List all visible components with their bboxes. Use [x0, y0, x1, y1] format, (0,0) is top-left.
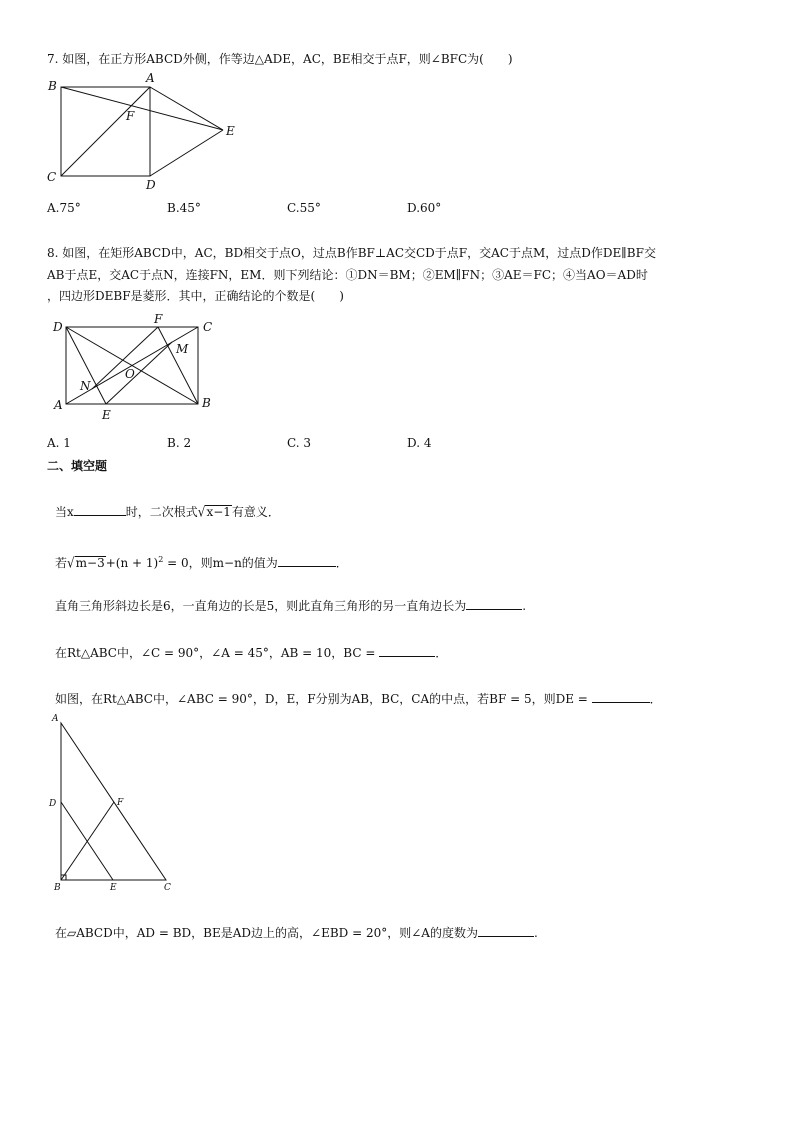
q8-option-b[interactable]: B. 2: [167, 436, 192, 450]
fill2-radicand: m−3: [75, 556, 105, 570]
fill1-mid: 时，二次根式: [125, 505, 198, 519]
q8-stem-line1: 8. 如图，在矩形ABCD中，AC，BD相交于点O，过点B作BF⊥AC交CD于点F，交AC于点M，过点D作DE∥BF交: [47, 246, 656, 260]
q8-label-n: N: [80, 379, 91, 393]
section-title: 二、填空题: [47, 459, 108, 473]
fill6-end: .: [533, 926, 538, 940]
fill3-text: 直角三角形斜边长是6，一直角边的长是5，则此直角三角形的另一直角边长为: [55, 599, 467, 613]
q7-label-b: B: [48, 79, 57, 93]
fill2-end: ．: [335, 556, 348, 570]
q8-stem-line3: ，四边形DEBF是菱形．其中，正确结论的个数是( ): [47, 289, 344, 303]
q7-stem: 7. 如图，在正方形ABCD外侧，作等边△ADE，AC，BE相交于点F，则∠BFC为( ): [47, 52, 513, 66]
fill1-radicand: x−1: [206, 505, 231, 519]
fill5-label-f: F: [117, 798, 124, 808]
fill5-label-c: C: [164, 883, 171, 893]
fill6-text: 在▱ABCD中，AD = BD，BE是AD边上的高，∠EBD = 20°，则∠A的度数为: [55, 926, 478, 940]
q7-option-a[interactable]: A.75°: [47, 201, 81, 215]
q7-option-d[interactable]: D.60°: [407, 201, 442, 215]
fill5-label-d: D: [49, 799, 57, 809]
sqrt-icon: √: [67, 554, 75, 572]
fill1-post: 有意义．: [231, 505, 280, 519]
q8-label-c: C: [203, 320, 213, 334]
sqrt-icon: √: [197, 503, 206, 521]
q8-label-f: F: [154, 312, 163, 326]
q7-label-a: A: [146, 71, 155, 85]
q8-label-b: B: [202, 396, 211, 410]
q8-label-d: D: [53, 320, 63, 334]
fill6-question: [55, 925, 538, 941]
q7-option-c[interactable]: C.55°: [287, 201, 321, 215]
q8-label-e: E: [102, 408, 111, 422]
fill2-exponent: 2: [158, 555, 164, 564]
fill2-pre: 若: [55, 556, 68, 570]
q8-stem-line2: AB于点E，交AC于点N，连接FN，EM．则下列结论：①DN＝BM；②EM∥FN；③AE＝FC；④当AO＝AD时: [47, 268, 648, 282]
fill5-label-a: A: [52, 714, 59, 724]
fill5-label-b: B: [54, 883, 61, 893]
fill6-answer-blank[interactable]: [478, 925, 534, 937]
q8-label-m: M: [176, 342, 189, 356]
fill2-mid: +(n + 1): [105, 556, 159, 570]
q8-option-c[interactable]: C. 3: [287, 436, 312, 450]
q8-option-a[interactable]: A. 1: [47, 436, 71, 450]
q7-label-c: C: [47, 170, 57, 184]
fill3-end: .: [522, 599, 527, 613]
fill2-post: = 0，则m−n的值为: [163, 556, 278, 570]
q7-label-e: E: [226, 124, 235, 138]
q7-label-f: F: [126, 109, 135, 123]
fill1-pre: 当x: [55, 505, 74, 519]
fill5-label-e: E: [110, 883, 117, 893]
fill4-text: 在Rt△ABC中，∠C = 90°，∠A = 45°，AB = 10，BC =: [55, 646, 380, 660]
q8-label-a: A: [54, 398, 63, 412]
q7-label-d: D: [146, 178, 156, 192]
fill5-end: ．: [649, 692, 662, 706]
fill5-text: 如图，在Rt△ABC中，∠ABC = 90°，D，E，F分别为AB，BC，CA的中点，若BF = 5，则DE =: [55, 692, 592, 706]
q8-option-d[interactable]: D. 4: [407, 436, 432, 450]
q8-label-o: O: [125, 367, 135, 381]
fill4-end: ．: [435, 646, 448, 660]
q7-option-b[interactable]: B.45°: [167, 201, 201, 215]
